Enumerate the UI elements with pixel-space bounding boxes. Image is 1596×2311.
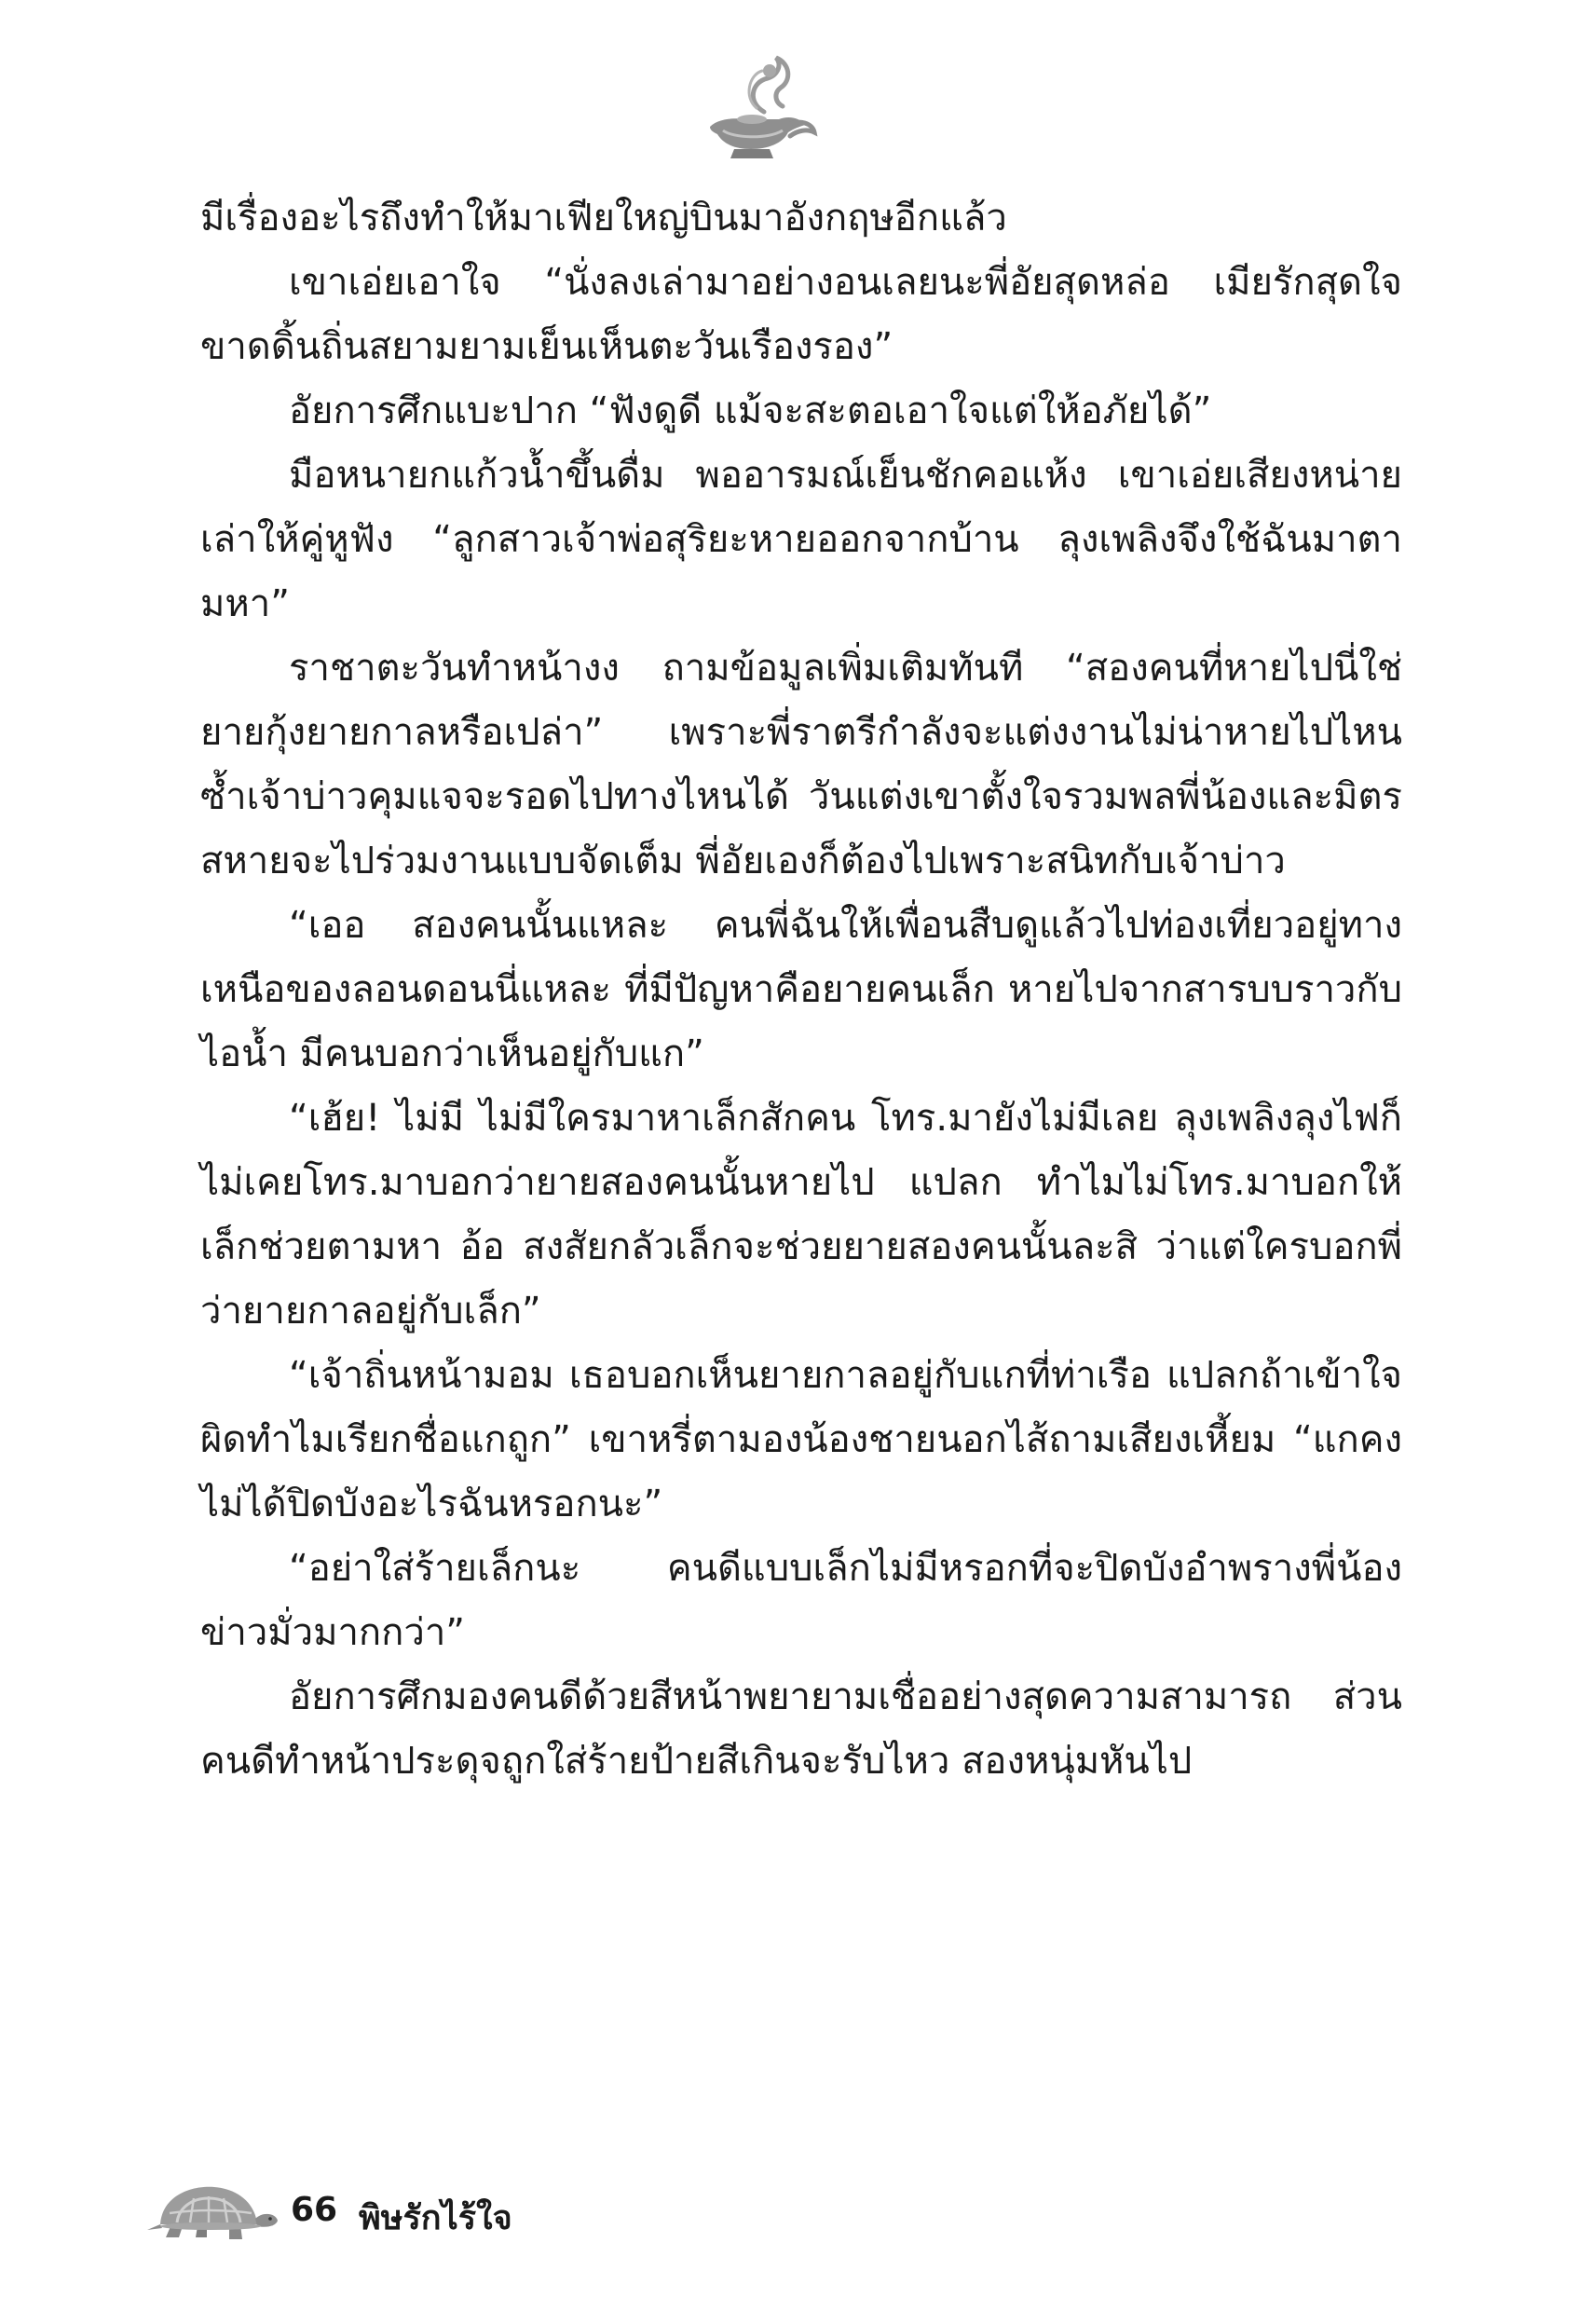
paragraph-8: “เจ้าถิ่นหน้ามอม เธอบอกเห็นยายกาลอยู่กับแกที่ท่าเรือ แปลกถ้าเข้าใจผิดทำไมเรียกชื่อแกถูก” เขาหรี่ตามองน้องชายนอกไส้ถามเสียงเหี้ยม “แกคงไม่ได้ปิดบังอะไรฉันหรอกนะ”	[200, 1354, 1402, 1525]
genie-lamp-icon	[689, 54, 820, 166]
page-number: 66	[291, 2191, 338, 2229]
paragraph-9: “อย่าใส่ร้ายเล็กนะ คนดีแบบเล็กไม่มีหรอกที่จะปิดบังอำพรางพี่น้อง ข่าวมั่วมากกว่า”	[200, 1547, 1402, 1654]
turtle-icon	[140, 2176, 280, 2250]
paragraph-5: ราชาตะวันทำหน้างง ถามข้อมูลเพิ่มเติมทันที “สองคนที่หายไปนี่ใช่ยายกุ้งยายกาลหรือเปล่า” เพราะพี่ราตรีกำลังจะแต่งงานไม่น่าหายไปไหน ซ้ำเจ้าบ่าวคุมแจจะรอดไปทางไหนได้ วันแต่งเขาตั้งใจรวมพลพี่น้องและมิตรสหายจะไปร่วมงานแบบจัดเต็ม พี่อัยเองก็ต้องไปเพราะสนิทกับเจ้าบ่าว	[200, 647, 1402, 882]
paragraph-1: มีเรื่องอะไรถึงทำให้มาเฟียใหญ่บินมาอังกฤษอีกแล้ว	[200, 197, 1007, 239]
paragraph-7: “เฮ้ย! ไม่มี ไม่มีใครมาหาเล็กสักคน โทร.มายังไม่มีเลย ลุงเพลิงลุงไฟก็ไม่เคยโทร.มาบอกว่ายายสองคนนั้นหายไป แปลก ทำไมไม่โทร.มาบอกให้เล็กช่วยตามหา อ้อ สงสัยกลัวเล็กจะช่วยยายสองคนนั้นละสิ ว่าแต่ใครบอกพี่ว่ายายกาลอยู่กับเล็ก”	[200, 1097, 1402, 1333]
paragraph-3: อัยการศึกแบะปาก “ฟังดูดี แม้จะสะตอเอาใจแต่ให้อภัยได้”	[289, 390, 1212, 432]
body-text	[200, 186, 1402, 1794]
paragraph-2: เขาเอ่ยเอาใจ “นั่งลงเล่ามาอย่างอนเลยนะพี่อัยสุดหล่อ เมียรักสุดใจขาดดิ้นถิ่นสยามยามเย็นเห็นตะวันเรืองรอง”	[200, 261, 1402, 368]
paragraph-4: มือหนายกแก้วน้ำขึ้นดื่ม พออารมณ์เย็นชักคอแห้ง เขาเอ่ยเสียงหน่ายเล่าให้คู่หูฟัง “ลูกสาวเจ้าพ่อสุริยะหายออกจากบ้าน ลุงเพลิงจึงใช้ฉันมาตามหา”	[200, 454, 1402, 625]
paragraph-10: อัยการศึกมองคนดีด้วยสีหน้าพยายามเชื่ออย่างสุดความสามารถ ส่วนคนดีทำหน้าประดุจถูกใส่ร้ายป้ายสีเกินจะรับไหว สองหนุ่มหันไป	[200, 1675, 1402, 1783]
page-footer	[140, 2176, 792, 2250]
paragraph-6: “เออ สองคนนั้นแหละ คนพี่ฉันให้เพื่อนสืบดูแล้วไปท่องเที่ยวอยู่ทางเหนือของลอนดอนนี่แหละ ที่มีปัญหาคือยายคนเล็ก หายไปจากสารบบราวกับไอน้ำ มีคนบอกว่าเห็นอยู่กับแก”	[200, 904, 1402, 1075]
book-title: พิษรักไร้ใจ	[359, 2199, 512, 2237]
